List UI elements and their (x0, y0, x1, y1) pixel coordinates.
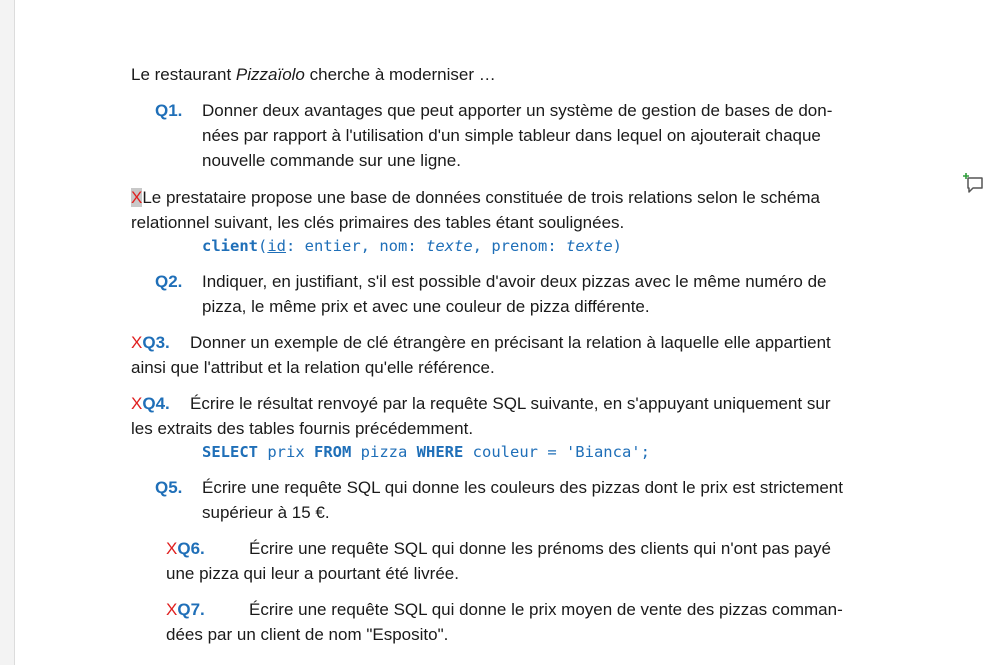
q6-line-2: une pizza qui leur a pourtant été livrée. (166, 564, 459, 583)
prestataire-line-1 (131, 185, 820, 210)
q7-line-2: dées par un client de nom "Esposito". (166, 625, 449, 644)
schema-primary-key: id (267, 237, 287, 255)
q3-deleted-marker[interactable]: X (131, 333, 143, 352)
q3-number: Q3. (142, 333, 170, 352)
schema-close-paren: ) (612, 237, 623, 255)
clipped-marker (166, 660, 176, 665)
q1-line-1: Donner deux avantages que peut apporter un système de gestion de bases de don- (202, 101, 833, 120)
q7-deleted-marker[interactable]: X (166, 600, 178, 619)
sql-keyword-where: WHERE (416, 443, 464, 461)
q1-line-3: nouvelle commande sur une ligne. (202, 151, 461, 170)
q6-label (166, 536, 205, 561)
q5-line-1: Écrire une requête SQL qui donne les couleurs des pizzas dont le prix est strictement (202, 478, 843, 497)
q3-label (131, 330, 170, 355)
q7-number: Q7. (177, 600, 205, 619)
prestataire-line-2: relationnel suivant, les clés primaires des tables étant soulignées. (131, 213, 625, 232)
q7-label (166, 597, 205, 622)
q2-label: Q2. (155, 272, 183, 291)
sql-table: pizza (351, 443, 417, 461)
schema-key-type: : entier (286, 237, 361, 255)
q2-line-2: pizza, le même prix et avec une couleur de pizza différente. (202, 297, 650, 316)
q6-deleted-marker[interactable]: X (166, 539, 178, 558)
q4-line-2: les extraits des tables fournis précédemment. (131, 419, 474, 438)
q6-number: Q6. (177, 539, 205, 558)
q4-number: Q4. (142, 394, 170, 413)
sql-condition: couleur = 'Bianca'; (463, 443, 650, 461)
sql-query (202, 442, 650, 462)
relational-schema (202, 236, 622, 256)
deleted-marker[interactable]: X (131, 188, 143, 207)
sql-keyword-select: SELECT (202, 443, 258, 461)
intro-prefix: Le restaurant (131, 65, 236, 84)
q4-deleted-marker[interactable]: X (131, 394, 143, 413)
intro-paragraph (131, 62, 496, 87)
sql-keyword-from: FROM (314, 443, 352, 461)
schema-table-name: client (202, 237, 258, 255)
restaurant-name: Pizzaïolo (235, 65, 305, 84)
schema-type-prenom: texte (566, 237, 613, 255)
q6-line-1: Écrire une requête SQL qui donne les prénoms des clients qui n'ont pas payé (249, 539, 831, 558)
q5-line-2: supérieur à 15 €. (202, 503, 330, 522)
q1-label: Q1. (155, 101, 183, 120)
q2-line-1: Indiquer, en justifiant, s'il est possible d'avoir deux pizzas avec le même numéro de (202, 272, 827, 291)
intro-suffix: cherche à moderniser … (304, 65, 496, 84)
new-comment-icon[interactable] (962, 172, 984, 194)
q7-line-1: Écrire une requête SQL qui donne le prix moyen de vente des pizzas comman- (249, 600, 843, 619)
q1-line-2: nées par rapport à l'utilisation d'un simple tableur dans lequel on ajouterait chaque (202, 126, 821, 145)
q3-line-1: Donner un exemple de clé étrangère en précisant la relation à laquelle elle appartient (190, 333, 831, 352)
q4-line-1: Écrire le résultat renvoyé par la requête SQL suivante, en s'appuyant uniquement sur (190, 394, 831, 413)
q5-label: Q5. (155, 478, 183, 497)
schema-open-paren: ( (258, 237, 268, 255)
q3-line-2: ainsi que l'attribut et la relation qu'elle référence. (131, 358, 495, 377)
schema-type-nom: texte (426, 237, 473, 255)
q4-label (131, 391, 170, 416)
schema-attr-prenom: , prenom: (472, 237, 566, 255)
prestataire-text-1: Le prestataire propose une base de données constituée de trois relations selon le schéma (142, 188, 820, 207)
sql-column: prix (258, 443, 314, 461)
schema-attr-nom: , nom: (360, 237, 426, 255)
